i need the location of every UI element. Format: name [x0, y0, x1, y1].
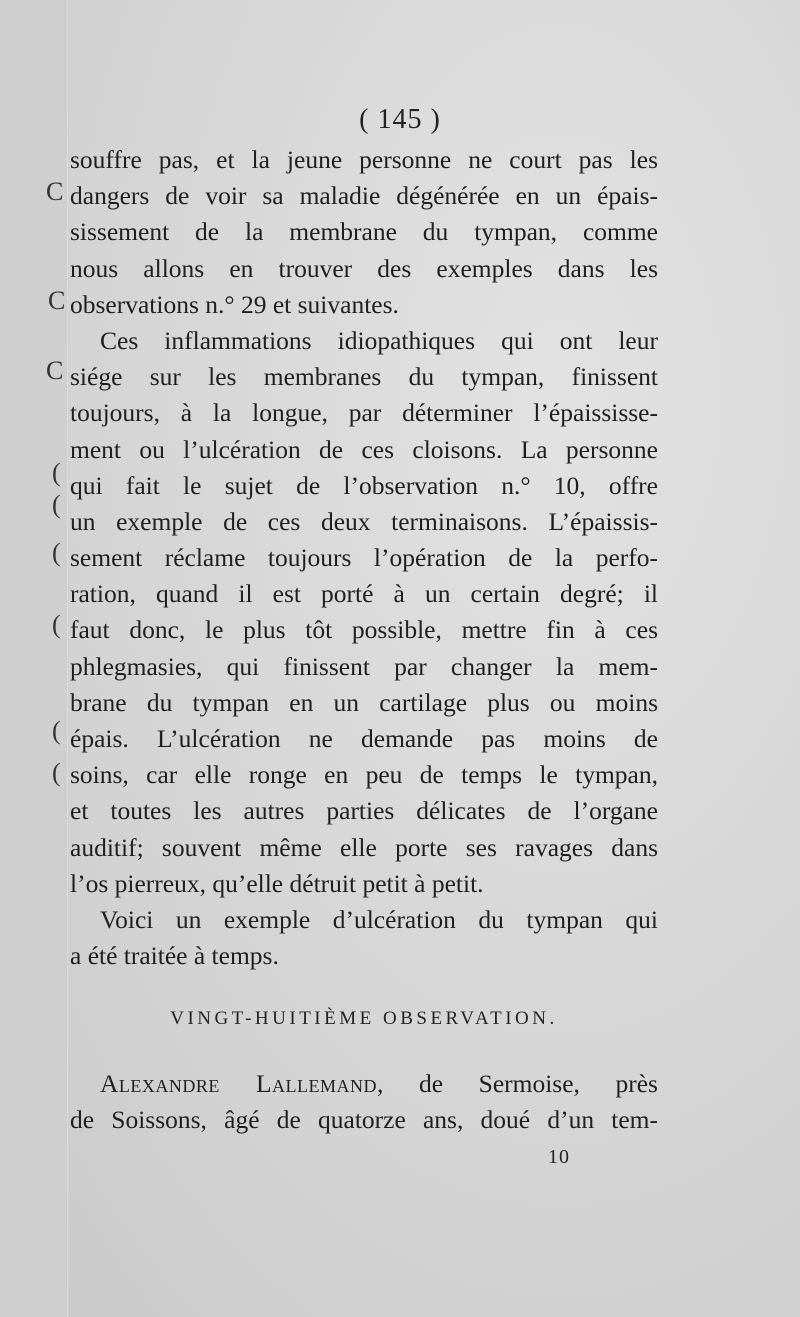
- text-line: phlegmasies, qui finissent par changer la mem-: [70, 651, 658, 681]
- text-line: dangers de voir sa maladie dégénérée en un épais-: [70, 181, 658, 211]
- page-number: ( 145 ): [359, 104, 441, 135]
- text-line: ration, quand il est porté à un certain degré; il: [70, 579, 658, 609]
- margin-mark: C: [46, 356, 64, 385]
- margin-mark: (: [52, 716, 61, 745]
- margin-mark: (: [52, 758, 61, 787]
- text-line: Voici un exemple d’ulcération du tympan qui: [100, 904, 658, 934]
- patient-name: Alexandre Lallemand: [100, 1069, 378, 1098]
- text-line: nous allons en trouver des exemples dans les: [70, 253, 658, 283]
- text-fragment: , de Sermoise, près: [377, 1069, 658, 1098]
- text-line: a été traitée à temps.: [70, 941, 279, 971]
- text-line: sissement de la membrane du tympan, comme: [70, 217, 658, 247]
- text-line: [70, 1066, 658, 1102]
- observation-text: [70, 1066, 658, 1138]
- text-line: l’os pierreux, qu’elle détruit petit à petit.: [70, 868, 484, 898]
- text-line: brane du tympan en un cartilage plus ou moins: [70, 687, 658, 717]
- text-line: qui fait le sujet de l’observation n.° 10, offre: [70, 470, 658, 500]
- margin-mark: (: [52, 490, 61, 519]
- text-line: sement réclame toujours l’opération de la perfo-: [70, 543, 658, 573]
- text-line: de Soissons, âgé de quatorze ans, doué d’un tem-: [70, 1105, 658, 1135]
- margin-mark: C: [48, 286, 66, 315]
- text-line: épais. L’ulcération ne demande pas moins de: [70, 724, 658, 753]
- text-line: faut donc, le plus tôt possible, mettre fin à ces: [70, 615, 658, 645]
- text-line: ment ou l’ulcération de ces cloisons. La personne: [70, 434, 658, 464]
- text-line: auditif; souvent même elle porte ses ravages dans: [70, 832, 658, 862]
- text-line: soins, car elle ronge en peu de temps le tympan,: [70, 760, 658, 790]
- margin-mark: C: [46, 177, 64, 206]
- text-line: siége sur les membranes du tympan, finissent: [70, 362, 658, 392]
- margin-mark: (: [52, 458, 61, 487]
- text-line: souffre pas, et la jeune personne ne court pas les: [70, 145, 658, 174]
- text-line: Ces inflammations idiopathiques qui ont leur: [100, 325, 658, 355]
- text-line: toujours, à la longue, par déterminer l’épaississe-: [70, 398, 658, 428]
- text-line: observations n.° 29 et suivantes.: [70, 289, 399, 319]
- margin-mark: (: [52, 610, 61, 639]
- text-line: et toutes les autres parties délicates de l’organe: [70, 796, 658, 826]
- text-line: un exemple de ces deux terminaisons. L’épaissis-: [70, 506, 658, 536]
- page-fold: [66, 0, 69, 1317]
- signature-mark: 10: [548, 1146, 570, 1168]
- body-text: [70, 142, 658, 974]
- margin-mark: (: [52, 538, 61, 567]
- section-heading: VINGT-HUITIÈME OBSERVATION.: [170, 1008, 558, 1029]
